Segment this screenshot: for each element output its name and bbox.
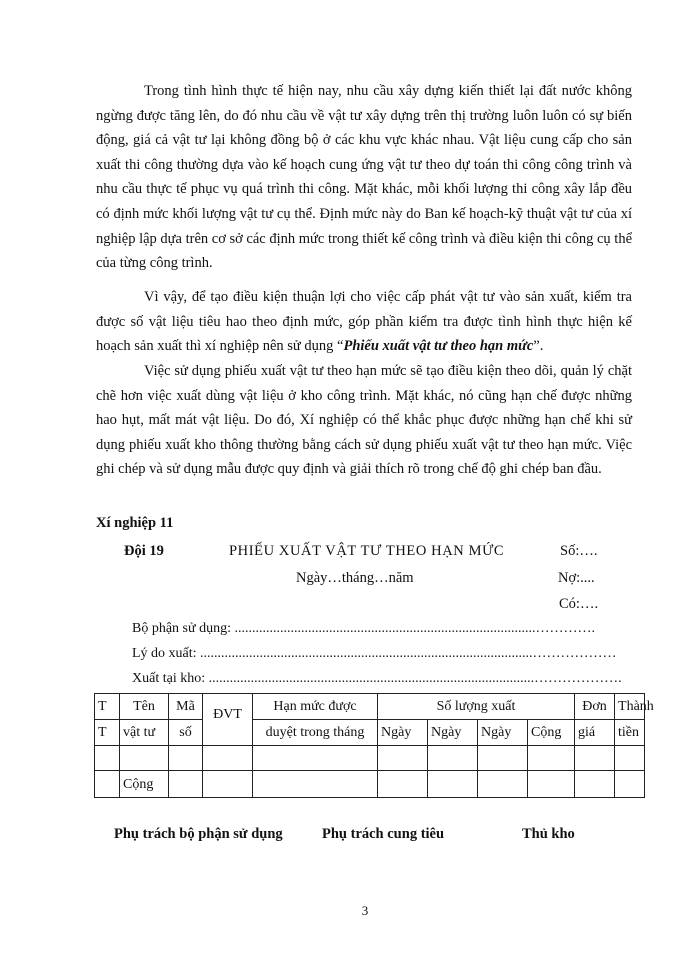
table-cell: [575, 746, 615, 771]
signature-department-head: Phụ trách bộ phận sử dụng: [114, 826, 283, 842]
header-ten-vat-tu: [120, 694, 169, 720]
header-tt-bottom: T: [98, 725, 107, 740]
subheader-han-muc: [253, 720, 378, 746]
header-dvt-label: ĐVT: [213, 707, 242, 722]
header-ma-bottom: số: [179, 725, 192, 740]
so-field: Số:….: [560, 543, 598, 559]
header-thanh-tien: [615, 694, 654, 720]
paragraph-recommendation-end: ”.: [533, 338, 544, 355]
header-ma-so: [169, 694, 203, 720]
total-label-cell: [120, 771, 169, 798]
table-row: [95, 746, 645, 771]
form-name-emphasis: Phiếu xuất vật tư theo hạn mức: [343, 338, 534, 355]
table-cell: [528, 746, 575, 771]
no-field: Nợ:....: [558, 570, 595, 586]
signature-storekeeper: Thủ kho: [522, 826, 575, 842]
table-cell: [575, 771, 615, 798]
header-ma-top: Mã: [176, 699, 195, 714]
header-don-gia-top: Đơn: [582, 699, 607, 714]
table-cell: [615, 746, 645, 771]
signature-supply-head: Phụ trách cung tiêu: [322, 826, 445, 842]
table-header-row: [95, 694, 645, 720]
header-ngay-3: Ngày: [481, 725, 512, 740]
subheader-ngay-1: [378, 720, 428, 746]
table-cell: [95, 746, 120, 771]
header-han-muc-bottom: duyệt trong tháng: [265, 725, 365, 740]
company-name: Xí nghiệp 11: [96, 515, 174, 531]
header-thanh-tien-bottom: tiền: [618, 725, 640, 740]
table-cell: [203, 746, 253, 771]
table-cell: [169, 771, 203, 798]
header-so-luong-label: Số lượng xuất: [436, 699, 516, 714]
header-han-muc: [253, 694, 378, 720]
header-cong: Cộng: [531, 725, 562, 740]
table-cell: [253, 746, 378, 771]
co-field: Có:….: [559, 596, 599, 612]
table-cell: [253, 771, 378, 798]
table-cell: [378, 771, 428, 798]
header-ten-bottom: vật tư: [123, 725, 156, 740]
header-don-gia-bottom: giá: [578, 725, 596, 740]
paragraph-intro: Trong tình hình thực tế hiện nay, nhu cầu xây dựng kiến thiết lại đất nước không ngừng được tăng lên, do đó nhu cầu về vật tư xây dựng trên thị trường luôn luôn có sự biến động, giá cả vật tư lại không đồng bộ ở các khu vực khác nhau. Vật liệu cung cấp cho sản xuất thi công thường dựa vào kế hoạch cung ứng vật tư theo dự toán thi công công trình và nhu cầu thực tế phục vụ quá trình thi công. Mặt khác, mỗi khối lượng thi công xây lắp đều có định mức khối lượng vật tư cụ thể. Định mức này do Ban kế hoạch-kỹ thuật vật tư của xí nghiệp lập dựa trên cơ sở các định mức trong thiết kế công trình và điều kiện thi công cụ thể của từng công trình.: [96, 83, 632, 272]
team-name: Đội 19: [124, 543, 164, 559]
subheader-tt: [95, 720, 120, 746]
header-ngay-1: Ngày: [381, 725, 412, 740]
subheader-cong: [528, 720, 575, 746]
table-cell: [203, 771, 253, 798]
header-tt: [95, 694, 120, 720]
date-line: Ngày…tháng…năm: [296, 570, 414, 586]
header-don-gia: [575, 694, 615, 720]
header-ten-top: Tên: [133, 699, 155, 714]
header-thanh-tien-top: Thành: [618, 699, 654, 714]
subheader-ten: [120, 720, 169, 746]
paragraph-recommendation: [96, 285, 632, 359]
header-han-muc-top: Hạn mức được: [273, 699, 357, 714]
subheader-thanh-tien: [615, 720, 645, 746]
bo-phan-su-dung-line: Bộ phận sử dụng: ......................................................................................………….: [132, 621, 595, 636]
form-title: PHIẾU XUẤT VẬT TƯ THEO HẠN MỨC: [229, 543, 505, 559]
ly-do-xuat-line: Lý do xuất: ...............................................................................................………………: [132, 646, 617, 661]
table-cell: [478, 771, 528, 798]
subheader-don-gia: [575, 720, 615, 746]
header-so-luong-xuat: [378, 694, 575, 720]
xuat-tai-kho-line: Xuất tại kho: .............................................................................................……………….: [132, 671, 622, 686]
table-cell: [615, 771, 645, 798]
table-cell: [428, 771, 478, 798]
subheader-ngay-2: [428, 720, 478, 746]
total-label: Cộng: [123, 776, 154, 792]
table-cell: [120, 746, 169, 771]
table-cell: [95, 771, 120, 798]
table-cell: [378, 746, 428, 771]
paragraph-usage: Việc sử dụng phiếu xuất vật tư theo hạn mức sẽ tạo điều kiện theo dõi, quản lý chặt chẽ hơn việc xuất dùng vật liệu ở kho công trình. Mặt khác, nó cũng hạn chế được những hao hụt, mất mát vật liệu. Do đó, Xí nghiệp có thể khắc phục được những hạn chế khi sử dụng phiếu xuất kho thông thường bằng cách sử dụng phiếu xuất vật tư theo hạn mức. Việc ghi chép và sử dụng mẫu được quy định và giải thích rõ trong chế độ ghi chép ban đầu.: [96, 363, 632, 478]
table-cell: [428, 746, 478, 771]
issue-form-table: [94, 693, 654, 798]
table-cell: [528, 771, 575, 798]
subheader-ma: [169, 720, 203, 746]
page-number: 3: [361, 903, 369, 918]
header-dvt: [203, 694, 253, 746]
table-cell: [478, 746, 528, 771]
header-ngay-2: Ngày: [431, 725, 462, 740]
table-total-row: [95, 771, 645, 798]
table-subheader-row: [95, 720, 645, 746]
table-cell: [169, 746, 203, 771]
paragraph-recommendation-text: Vì vậy, để tạo điều kiện thuận lợi cho việc cấp phát vật tư vào sản xuất, kiểm tra được số vật liệu tiêu hao theo định mức, góp phần kiểm tra được tình hình thực hiện kế hoạch sản xuất thì xí nghiệp nên sử dụng “: [96, 289, 632, 355]
header-tt-top: T: [98, 699, 107, 714]
subheader-ngay-3: [478, 720, 528, 746]
